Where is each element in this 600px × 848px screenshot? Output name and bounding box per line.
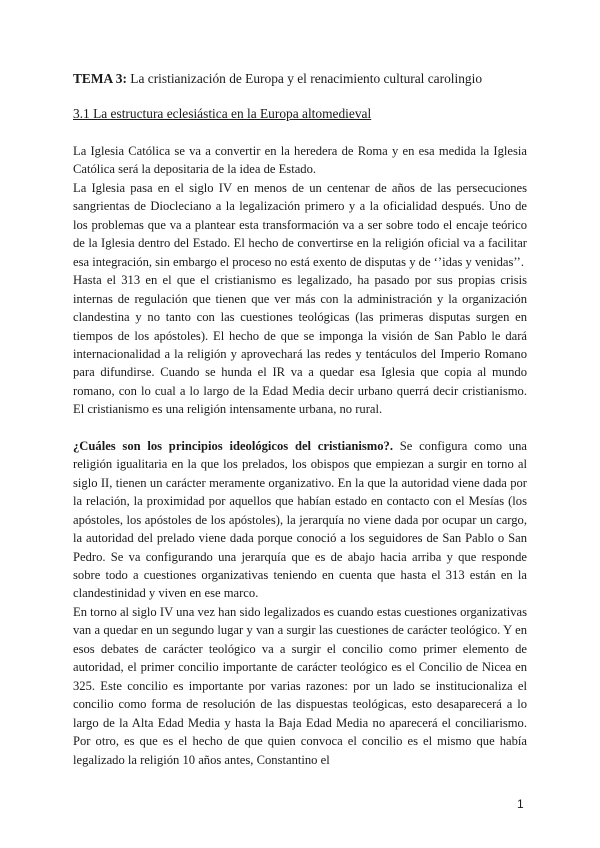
paragraph-hasta-313: Hasta el 313 en el que el cristianismo es legalizado, ha pasado por sus propias crisis internas de regulación que tienen que ver más con la administración y la organización clandestina y no tanto con las cuestiones teológicas (las primeras disputas surgen en tiempos de los apóstoles). El hecho de que se imponga la visión de San Pablo le dará internacionalidad a la religión y aprovechará las redes y tentáculos del Imperio Romano para difundirse. Cuando se hunda el IR va a quedar esa Iglesia que copia al mundo romano, con lo cual a lo largo de la Edad Media decir urbano querrá decir cristianismo. El cristianismo es una religión intensamente urbana, no rural.	[73, 273, 527, 417]
page-number: 1	[517, 797, 524, 811]
paragraph-iglesia: La Iglesia pasa en el siglo IV en menos de un centenar de años de las persecuciones sangrientas de Diocleciano a la legalización primero y a la oficialidad después. Uno de los problemas que va a plantear esta transformación va a ser sobre todo el encaje teórico de la Iglesia dentro del Estado. El hecho de convertirse en la religión oficial va a facilitar esa integración, sin embargo el proceso no está exento de disputas y de ‘’idas y venidas’’.	[73, 180, 527, 269]
paragraph-principios	[73, 437, 527, 603]
title-text: La cristianización de Europa y el renacimiento cultural carolingio	[130, 71, 483, 86]
title-label: TEMA 3:	[73, 71, 127, 86]
document-page	[73, 70, 527, 769]
paragraph-intro: La Iglesia Católica se va a convertir en la heredera de Roma y en esa medida la Iglesia Católica será la depositaria de la idea de Estado.	[73, 144, 527, 177]
question-body: Se configura como una religión igualitaria en la que los prelados, los obispos que empiezan a surgir en torno al siglo II, tienen un carácter meramente organizativo. En la que la autoridad viene dada por la relación, la proximidad por aquellos que habían estado en contacto con el Mesías (los apóstoles, los apóstoles de los apóstoles), la jerarquía no viene dada por ocupar un cargo, la autoridad del prelado viene dada porque conoció a los seguidores de San Pablo o San Pedro. Se va configurando una jerarquía que es de abajo hacia arriba y que responde sobre todo a cuestiones organizativas teniendo en cuenta que hasta el 313 están en la clandestinidad y viven en ese marco.	[73, 438, 527, 601]
document-title	[73, 70, 527, 88]
section-heading: 3.1 La estructura eclesiástica en la Europa altomedieval	[73, 106, 372, 121]
paragraph-siglo-iv: En torno al siglo IV una vez han sido legalizados es cuando estas cuestiones organizativas van a quedar en un segundo lugar y van a surgir las cuestiones de carácter teológico. Y en esos debates de carácter teológico va a surgir el concilio como primer elemento de autoridad, el primer concilio importante de carácter teológico es el Concilio de Nicea en 325. Este concilio es importante por varias razones: por un lado se institucionaliza el concilio como forma de resolución de las dispuestas teológicas, esto desaparecerá a lo largo de la Alta Edad Media y hasta la Baja Edad Media no aparecerá el conciliarismo. Por otro, es que es el hecho de que quien convoca el concilio es el mismo que había legalizado la religión 10 años antes, Constantino el	[73, 604, 527, 767]
question-heading: ¿Cuáles son los principios ideológicos del cristianismo?.	[73, 438, 393, 453]
